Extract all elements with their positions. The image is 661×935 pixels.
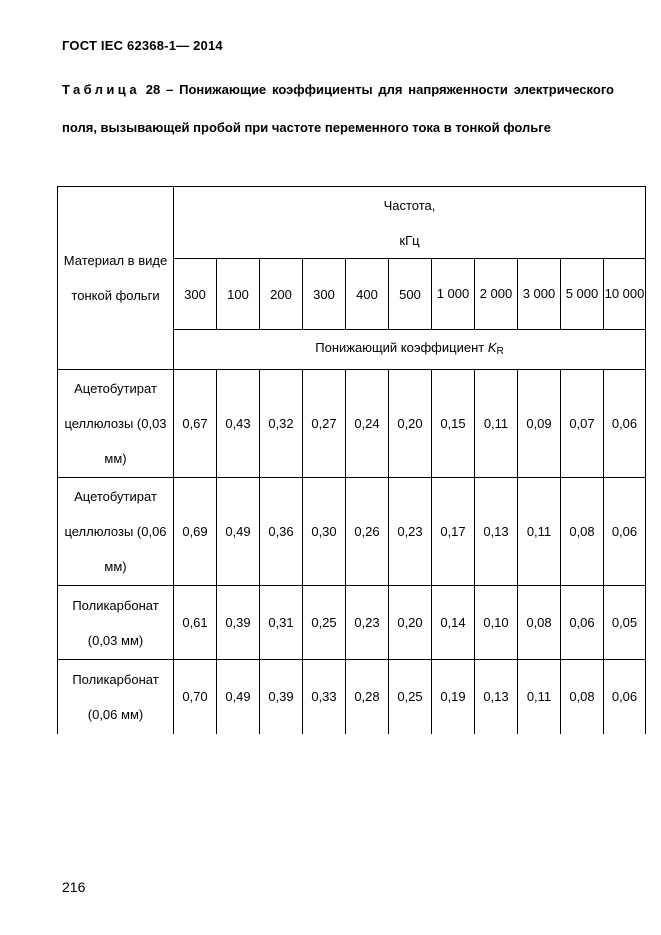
coefficient-value-cell: 0,24 <box>346 370 389 478</box>
coefficient-label: Понижающий коэффициент <box>315 340 488 355</box>
coefficient-value-cell: 0,11 <box>475 370 518 478</box>
coefficient-value-cell: 0,06 <box>604 478 646 586</box>
coefficient-value-cell: 0,39 <box>217 586 260 660</box>
coefficient-value-cell: 0,25 <box>389 660 432 734</box>
coefficient-value-cell: 0,15 <box>432 370 475 478</box>
table-caption-label: Таблица <box>62 82 140 97</box>
coefficient-value-cell: 0,08 <box>561 660 604 734</box>
coefficient-value-cell: 0,23 <box>346 586 389 660</box>
coefficient-value-cell: 0,49 <box>217 478 260 586</box>
frequency-column-header <box>174 187 646 259</box>
material-column-header: Материал в виде тонкой фольги <box>58 187 174 370</box>
coefficient-value-cell: 0,70 <box>174 660 217 734</box>
coefficient-value-cell: 0,09 <box>518 370 561 478</box>
coefficient-value-cell: 0,67 <box>174 370 217 478</box>
frequency-cell: 500 <box>389 259 432 330</box>
coefficient-symbol: K <box>487 340 497 355</box>
material-cell: Ацетобутират целлюлозы (0,03 мм) <box>58 370 174 478</box>
coefficient-value-cell: 0,49 <box>217 660 260 734</box>
coefficient-value-cell: 0,17 <box>432 478 475 586</box>
coefficient-value-cell: 0,08 <box>561 478 604 586</box>
coefficient-value-cell: 0,69 <box>174 478 217 586</box>
frequency-header-line-2: кГц <box>399 232 420 248</box>
coefficient-value-cell: 0,32 <box>260 370 303 478</box>
frequency-cell: 2 000 <box>475 259 518 330</box>
table-caption-number: 28 – <box>139 82 180 97</box>
coefficient-value-cell: 0,20 <box>389 586 432 660</box>
coefficient-value-cell: 0,05 <box>604 586 646 660</box>
document-standard-header: ГОСТ IEC 62368-1— 2014 <box>62 38 223 53</box>
coefficient-value-cell: 0,13 <box>475 660 518 734</box>
coefficient-value-cell: 0,28 <box>346 660 389 734</box>
coefficient-subscript: R <box>496 346 504 357</box>
coefficient-value-cell: 0,26 <box>346 478 389 586</box>
table-caption <box>62 71 614 147</box>
table-row <box>58 586 646 660</box>
frequency-cell: 10 000 <box>604 259 646 330</box>
coefficient-value-cell: 0,11 <box>518 478 561 586</box>
coefficient-header <box>174 330 646 370</box>
material-cell: Поликарбонат (0,03 мм) <box>58 586 174 660</box>
coefficient-value-cell: 0,13 <box>475 478 518 586</box>
table-caption-text: Понижающие коэффициенты для напряженности электрического поля, вызывающей пробой при частоте переменного тока в тонкой фольге <box>62 82 615 135</box>
reduction-factor-table <box>57 186 646 734</box>
coefficient-value-cell: 0,30 <box>303 478 346 586</box>
frequency-cell: 300 <box>303 259 346 330</box>
frequency-header-line-1: Частота, <box>383 197 436 213</box>
material-cell: Ацетобутират целлюлозы (0,06 мм) <box>58 478 174 586</box>
table-row <box>58 370 646 478</box>
material-cell: Поликарбонат (0,06 мм) <box>58 660 174 734</box>
coefficient-value-cell: 0,31 <box>260 586 303 660</box>
coefficient-value-cell: 0,33 <box>303 660 346 734</box>
coefficient-value-cell: 0,08 <box>518 586 561 660</box>
coefficient-value-cell: 0,25 <box>303 586 346 660</box>
frequency-cell: 3 000 <box>518 259 561 330</box>
coefficient-value-cell: 0,61 <box>174 586 217 660</box>
coefficient-value-cell: 0,36 <box>260 478 303 586</box>
coefficient-value-cell: 0,06 <box>604 370 646 478</box>
frequency-cell: 1 000 <box>432 259 475 330</box>
frequency-cell: 5 000 <box>561 259 604 330</box>
table-row <box>58 660 646 734</box>
coefficient-value-cell: 0,19 <box>432 660 475 734</box>
frequency-cell: 400 <box>346 259 389 330</box>
coefficient-value-cell: 0,06 <box>604 660 646 734</box>
coefficient-value-cell: 0,39 <box>260 660 303 734</box>
page-number: 216 <box>62 879 86 895</box>
coefficient-value-cell: 0,43 <box>217 370 260 478</box>
table-row <box>58 478 646 586</box>
coefficient-value-cell: 0,10 <box>475 586 518 660</box>
coefficient-value-cell: 0,07 <box>561 370 604 478</box>
coefficient-value-cell: 0,06 <box>561 586 604 660</box>
coefficient-value-cell: 0,27 <box>303 370 346 478</box>
coefficient-value-cell: 0,20 <box>389 370 432 478</box>
coefficient-value-cell: 0,14 <box>432 586 475 660</box>
coefficient-value-cell: 0,11 <box>518 660 561 734</box>
frequency-cell: 300 <box>174 259 217 330</box>
coefficient-value-cell: 0,23 <box>389 478 432 586</box>
frequency-cell: 200 <box>260 259 303 330</box>
frequency-cell: 100 <box>217 259 260 330</box>
